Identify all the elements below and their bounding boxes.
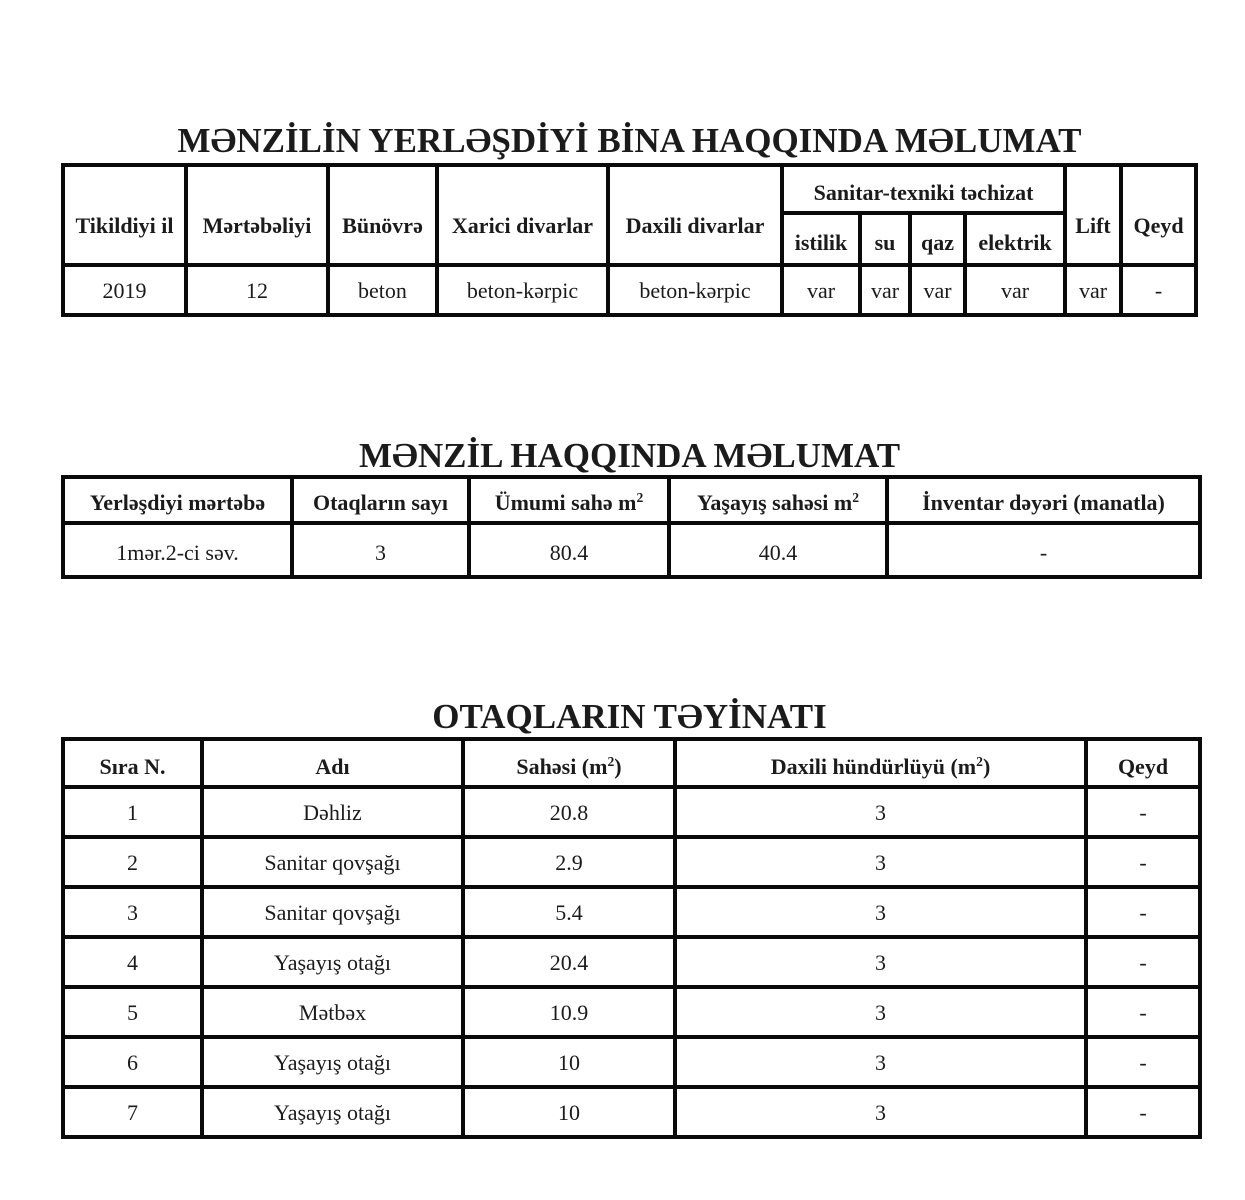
cell-room-area: 10	[463, 1037, 675, 1087]
apartment-info-title: MƏNZİL HAQQINDA MƏLUMAT	[358, 436, 901, 475]
building-info-table	[61, 163, 1198, 317]
cell-room-area: 20.8	[463, 787, 675, 837]
rooms-header-row	[63, 739, 1200, 787]
cell-row-num: 4	[63, 937, 202, 987]
cell-room-height: 3	[675, 987, 1086, 1037]
building-info-title: MƏNZİLİN YERLƏŞDİYİ BİNA HAQQINDA MƏLUMAT	[177, 121, 1082, 160]
cell-bunovre: beton	[328, 265, 437, 315]
apartment-info-table	[61, 475, 1202, 579]
cell-qeyd: -	[1121, 265, 1196, 315]
cell-qaz: var	[910, 265, 965, 315]
header-daxili-divarlar: Daxili divarlar	[608, 165, 782, 265]
cell-umumi-sahe: 80.4	[469, 523, 669, 577]
rooms-row-7	[63, 1087, 1200, 1137]
cell-room-area: 20.4	[463, 937, 675, 987]
cell-lift: var	[1065, 265, 1121, 315]
cell-daxili-divarlar: beton-kərpic	[608, 265, 782, 315]
cell-row-num: 5	[63, 987, 202, 1037]
header-su: su	[860, 213, 910, 265]
header-adi: Adı	[202, 739, 463, 787]
cell-room-name: Mətbəx	[202, 987, 463, 1037]
cell-room-height: 3	[675, 787, 1086, 837]
header-tikildiyi-il: Tikildiyi il	[63, 165, 186, 265]
cell-row-num: 2	[63, 837, 202, 887]
cell-room-area: 10.9	[463, 987, 675, 1037]
cell-row-num: 3	[63, 887, 202, 937]
cell-room-name: Dəhliz	[202, 787, 463, 837]
header-xarici-divarlar: Xarici divarlar	[437, 165, 608, 265]
header-daxili-hundurluyu: Daxili hündürlüyü $(m^2)$	[675, 739, 1086, 787]
header-sanitar-texniki-group: Sanitar-texniki təchizat	[782, 165, 1065, 213]
cell-room-height: 3	[675, 887, 1086, 937]
cell-room-area: 10	[463, 1087, 675, 1137]
rooms-row-5	[63, 987, 1200, 1037]
cell-room-qeyd: -	[1086, 837, 1200, 887]
rooms-row-4	[63, 937, 1200, 987]
rooms-row-3	[63, 887, 1200, 937]
cell-room-height: 3	[675, 1087, 1086, 1137]
cell-room-qeyd: -	[1086, 887, 1200, 937]
cell-tikildiyi-il: 2019	[63, 265, 186, 315]
cell-elektrik: var	[965, 265, 1065, 315]
header-umumi-sahe: Ümumi sahə $m^2$	[469, 477, 669, 523]
cell-mertebeliyi: 12	[186, 265, 328, 315]
rooms-row-1	[63, 787, 1200, 837]
rooms-table	[61, 737, 1202, 1139]
header-sira-n: Sıra N.	[63, 739, 202, 787]
cell-row-num: 1	[63, 787, 202, 837]
cell-row-num: 7	[63, 1087, 202, 1137]
cell-room-qeyd: -	[1086, 1087, 1200, 1137]
cell-room-name: Yaşayış otağı	[202, 1037, 463, 1087]
cell-room-name: Sanitar qovşağı	[202, 837, 463, 887]
header-otaqlarin-sayi: Otaqların sayı	[292, 477, 469, 523]
cell-otaqlarin-sayi: 3	[292, 523, 469, 577]
cell-room-name: Yaşayış otağı	[202, 937, 463, 987]
cell-su: var	[860, 265, 910, 315]
header-bunovre: Bünövrə	[328, 165, 437, 265]
header-istilik: istilik	[782, 213, 860, 265]
cell-room-height: 3	[675, 837, 1086, 887]
header-qaz: qaz	[910, 213, 965, 265]
rooms-row-2	[63, 837, 1200, 887]
header-mertebeliyi: Mərtəbəliyi	[186, 165, 328, 265]
cell-room-qeyd: -	[1086, 987, 1200, 1037]
cell-room-height: 3	[675, 1037, 1086, 1087]
cell-room-qeyd: -	[1086, 937, 1200, 987]
header-yerlesdiyi-mertebe: Yerləşdiyi mərtəbə	[63, 477, 292, 523]
building-data-row	[63, 265, 1196, 315]
header-elektrik: elektrik	[965, 213, 1065, 265]
cell-room-area: 5.4	[463, 887, 675, 937]
cell-room-area: 2.9	[463, 837, 675, 887]
apartment-data-row	[63, 523, 1200, 577]
apartment-header-row	[63, 477, 1200, 523]
header-lift: Lift	[1065, 165, 1121, 265]
cell-room-qeyd: -	[1086, 787, 1200, 837]
cell-row-num: 6	[63, 1037, 202, 1087]
rooms-row-6	[63, 1037, 1200, 1087]
header-rooms-qeyd: Qeyd	[1086, 739, 1200, 787]
header-yasayis-sahesi: Yaşayış sahəsi $m^2$	[669, 477, 887, 523]
cell-room-name: Yaşayış otağı	[202, 1087, 463, 1137]
cell-room-height: 3	[675, 937, 1086, 987]
cell-room-qeyd: -	[1086, 1037, 1200, 1087]
cell-yasayis-sahesi: 40.4	[669, 523, 887, 577]
header-inventar-deyeri: İnventar dəyəri (manatla)	[887, 477, 1200, 523]
header-qeyd: Qeyd	[1121, 165, 1196, 265]
cell-yerlesdiyi-mertebe: 1mər.2-ci səv.	[63, 523, 292, 577]
cell-istilik: var	[782, 265, 860, 315]
cell-xarici-divarlar: beton-kərpic	[437, 265, 608, 315]
building-header-row-1	[63, 165, 1196, 213]
cell-inventar-deyeri: -	[887, 523, 1200, 577]
header-sahesi: Sahəsi $(m^2)$	[463, 739, 675, 787]
cell-room-name: Sanitar qovşağı	[202, 887, 463, 937]
rooms-title: OTAQLARIN TƏYİNATI	[432, 697, 827, 736]
